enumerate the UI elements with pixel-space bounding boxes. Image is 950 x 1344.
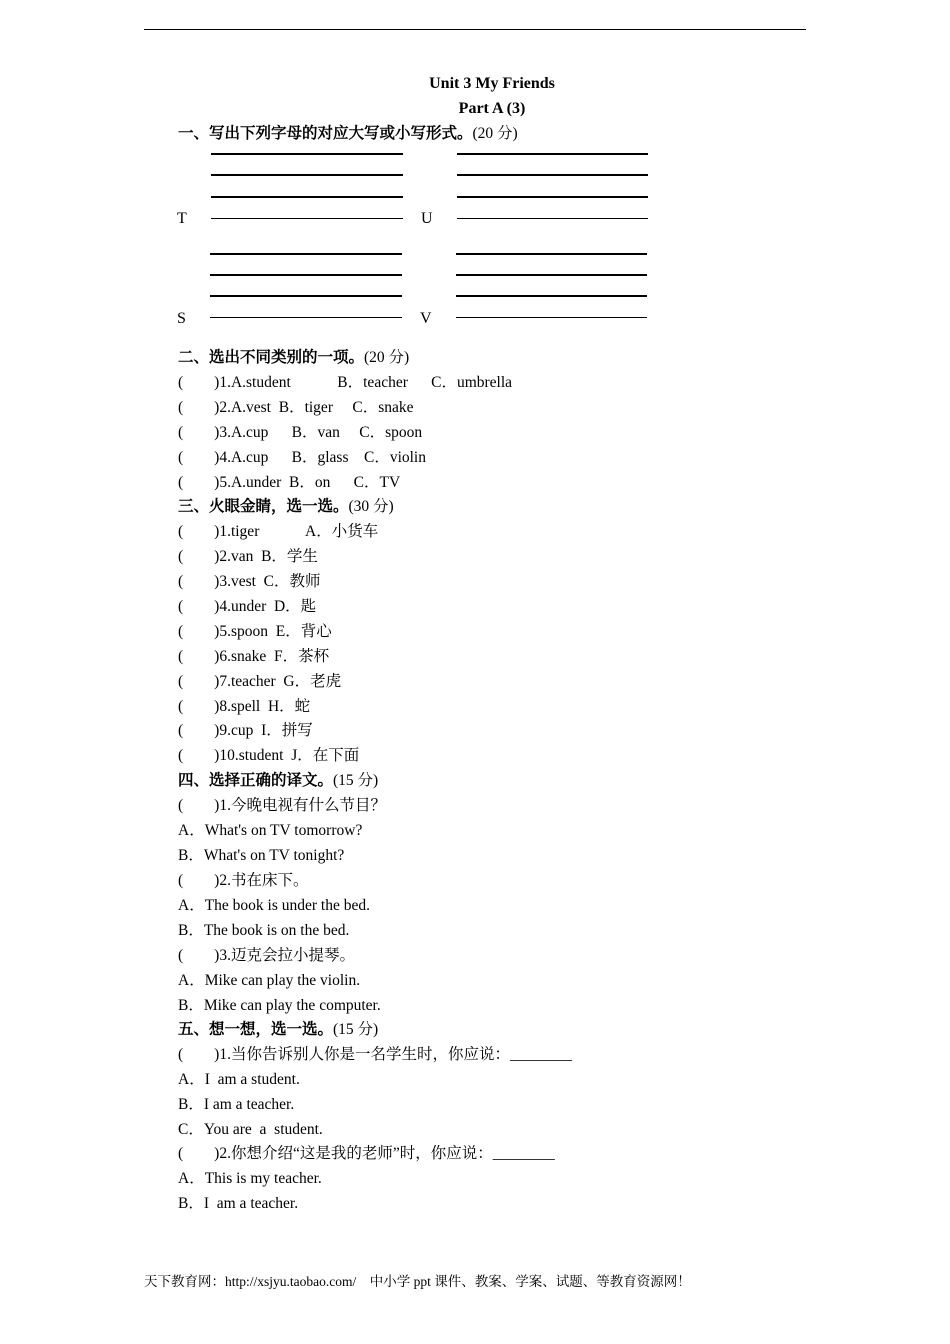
writing-line bbox=[211, 196, 403, 198]
question-item: ( )1.当你告诉别人你是一名学生时，你应说：________ bbox=[178, 1046, 572, 1063]
answer-option: A．Mike can play the violin. bbox=[178, 972, 361, 989]
header-rule bbox=[144, 29, 806, 30]
question-item: ( )2.你想介绍“这是我的老师”时，你应说：________ bbox=[178, 1145, 555, 1162]
answer-option: B．I am a teacher. bbox=[178, 1096, 295, 1113]
question-item: ( )1.tiger A．小货车 bbox=[178, 523, 379, 540]
question-item: ( )4.A.cup B．glass C．violin bbox=[178, 449, 426, 466]
section3-heading: 三、火眼金睛，选一选。(30 分) bbox=[178, 498, 394, 515]
writing-line bbox=[210, 295, 402, 297]
page-subtitle: Part A (3) bbox=[458, 100, 526, 117]
question-item: ( )3.迈克会拉小提琴。 bbox=[178, 947, 355, 964]
section5-heading: 五、想一想，选一选。(15 分) bbox=[178, 1021, 379, 1038]
answer-option: B．Mike can play the computer. bbox=[178, 997, 381, 1014]
writing-line bbox=[456, 253, 647, 255]
question-item: ( )6.snake F．茶杯 bbox=[178, 648, 330, 665]
answer-option: B．I am a teacher. bbox=[178, 1195, 299, 1212]
answer-option: C．You are a student. bbox=[178, 1121, 323, 1138]
writing-line bbox=[211, 174, 403, 176]
question-item: ( )2.A.vest B．tiger C．snake bbox=[178, 399, 414, 416]
question-item: ( )1.A.student B．teacher C．umbrella bbox=[178, 374, 513, 391]
page-title: Unit 3 My Friends bbox=[429, 75, 555, 92]
section1-heading: 一、写出下列字母的对应大写或小写形式。(20 分) bbox=[178, 125, 518, 142]
question-item: ( )1.今晚电视有什么节目？ bbox=[178, 797, 386, 814]
answer-option: B．The book is on the bed. bbox=[178, 922, 350, 939]
letter-s: S bbox=[177, 310, 186, 327]
writing-line bbox=[211, 218, 403, 219]
writing-line bbox=[210, 253, 402, 255]
letter-u: U bbox=[421, 210, 433, 227]
question-item: ( )8.spell H．蛇 bbox=[178, 698, 311, 715]
question-item: ( )9.cup I．拼写 bbox=[178, 722, 313, 739]
question-item: ( )2.van B．学生 bbox=[178, 548, 318, 565]
letter-t: T bbox=[177, 210, 187, 227]
question-item: ( )3.vest C．教师 bbox=[178, 573, 321, 590]
question-item: ( )4.under D．匙 bbox=[178, 598, 317, 615]
writing-line bbox=[456, 274, 647, 276]
answer-option: B．What's on TV tonight? bbox=[178, 847, 345, 864]
letter-v: V bbox=[420, 310, 432, 327]
answer-option: A．What's on TV tomorrow? bbox=[178, 822, 363, 839]
question-item: ( )7.teacher G．老虎 bbox=[178, 673, 342, 690]
writing-line bbox=[456, 317, 647, 318]
question-item: ( )10.student J．在下面 bbox=[178, 747, 360, 764]
question-item: ( )3.A.cup B．van C．spoon bbox=[178, 424, 423, 441]
writing-line bbox=[457, 196, 648, 198]
page-footer: 天下教育网：http://xsjyu.taobao.com/ 中小学 ppt 课件、教案、学案、试题、等教育资源网！ bbox=[144, 1274, 691, 1289]
question-item: ( )5.A.under B．on C．TV bbox=[178, 474, 401, 491]
writing-line bbox=[456, 295, 647, 297]
writing-line bbox=[457, 218, 648, 219]
section4-heading: 四、选择正确的译文。(15 分) bbox=[178, 772, 379, 789]
question-item: ( )2.书在床下。 bbox=[178, 872, 309, 889]
writing-line bbox=[457, 153, 648, 155]
answer-option: A．The book is under the bed. bbox=[178, 897, 370, 914]
writing-line bbox=[457, 174, 648, 176]
writing-line bbox=[210, 274, 402, 276]
answer-option: A．I am a student. bbox=[178, 1071, 300, 1088]
writing-line bbox=[211, 153, 403, 155]
section2-heading: 二、选出不同类别的一项。(20 分) bbox=[178, 349, 410, 366]
writing-line bbox=[210, 317, 402, 318]
question-item: ( )5.spoon E．背心 bbox=[178, 623, 332, 640]
answer-option: A．This is my teacher. bbox=[178, 1170, 322, 1187]
